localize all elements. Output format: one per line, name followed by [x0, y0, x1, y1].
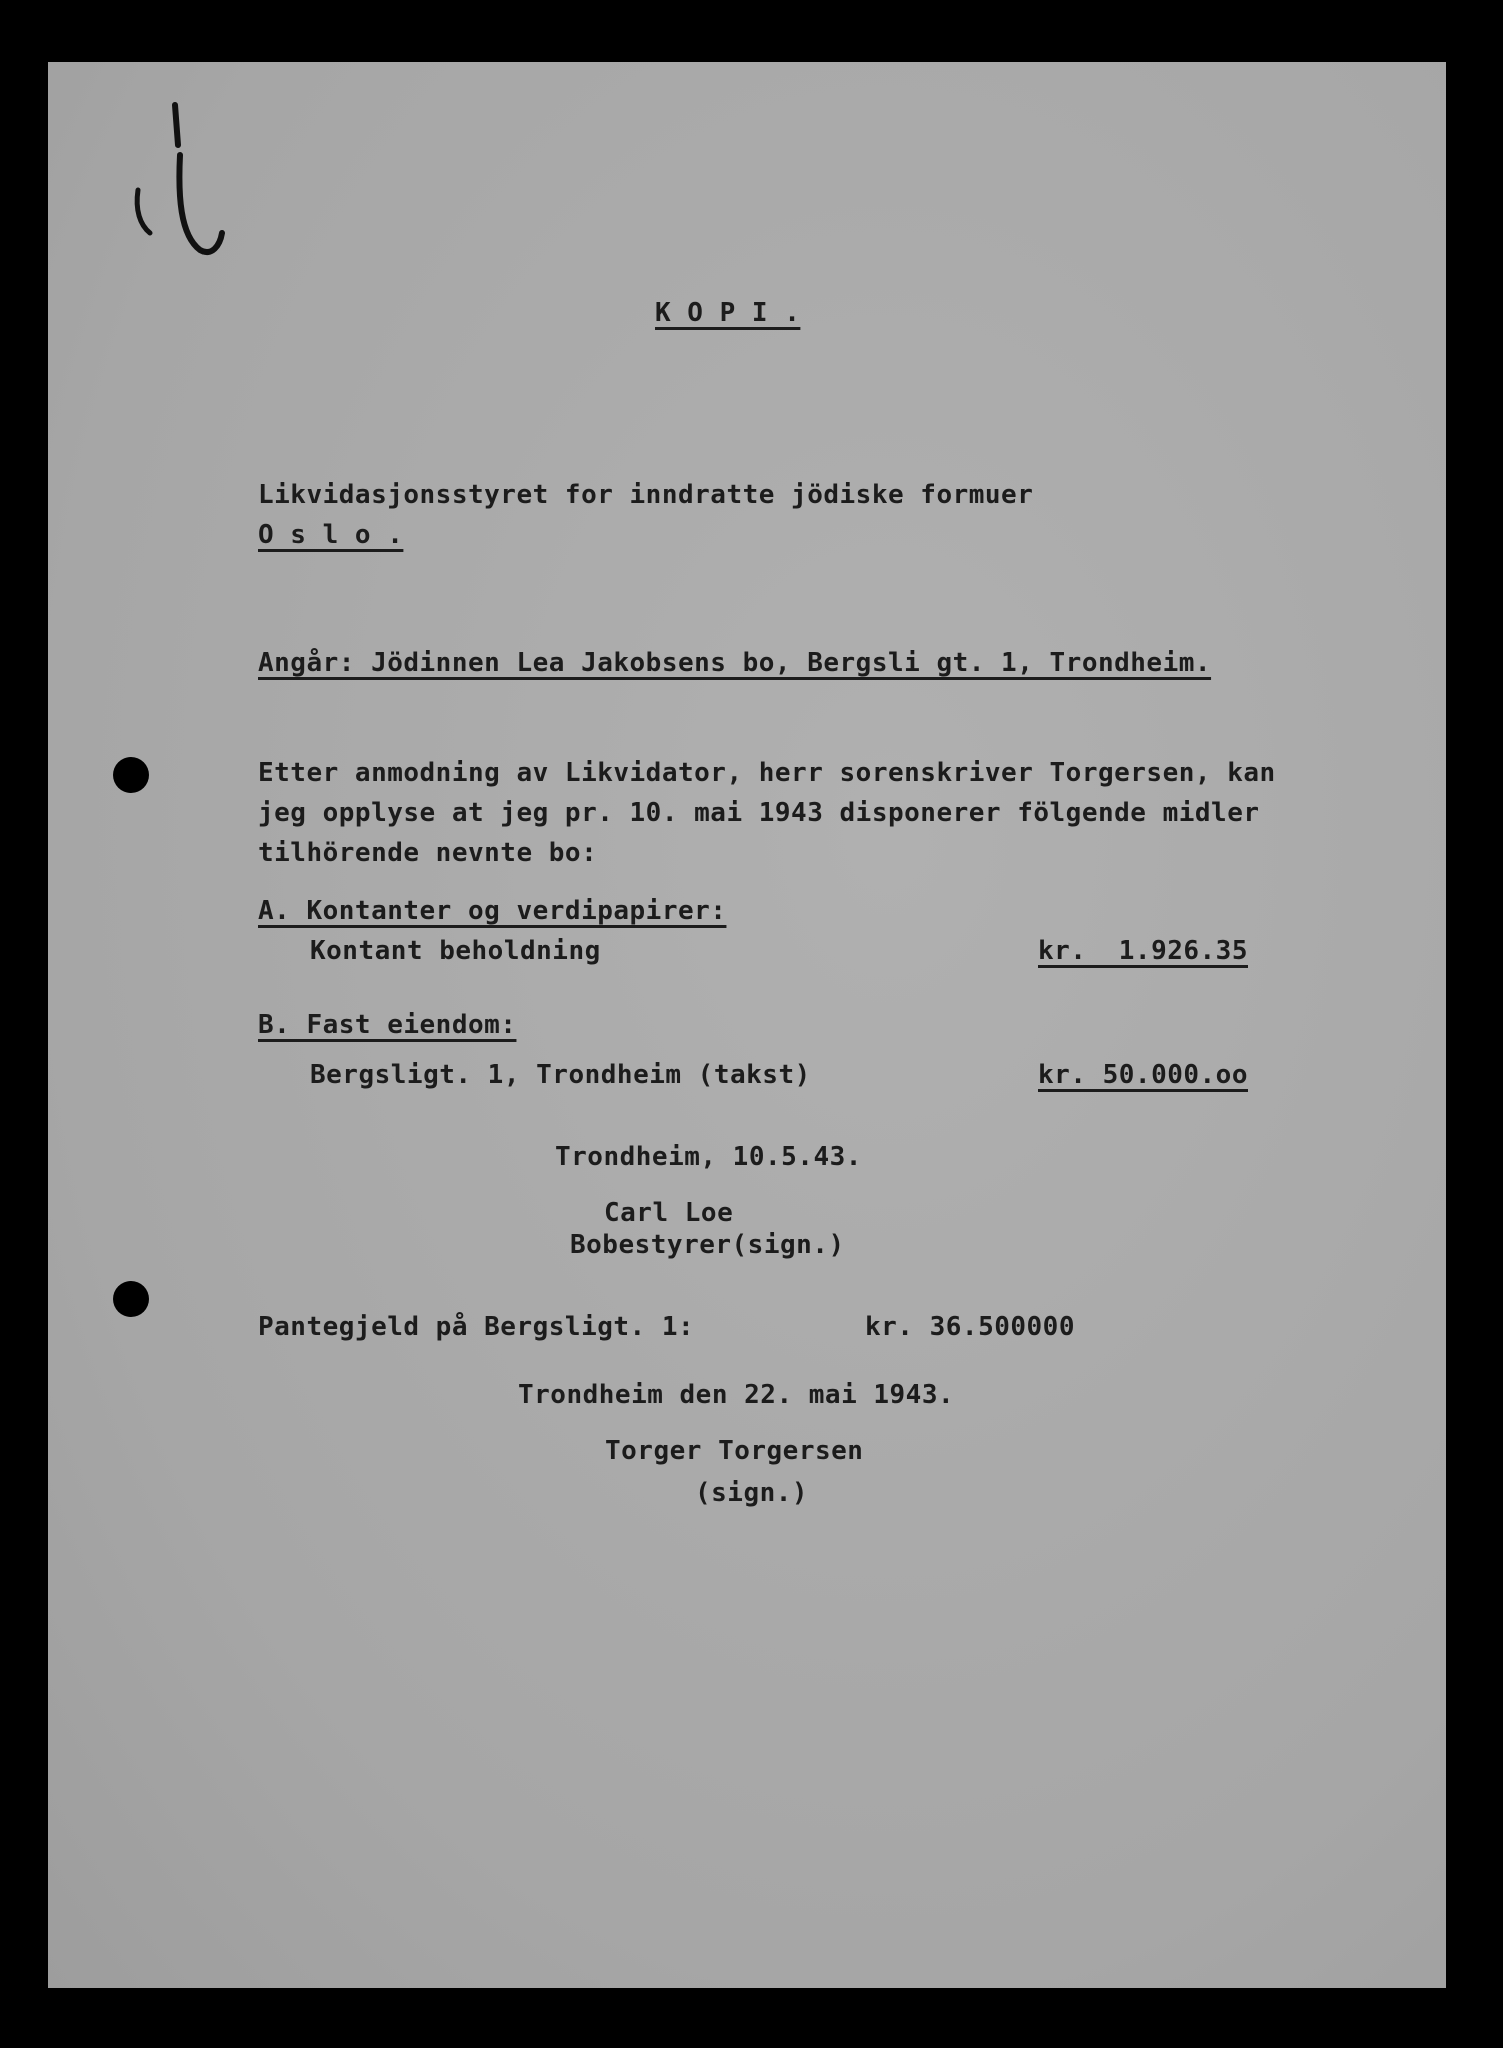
punch-hole-bottom: [113, 1281, 149, 1317]
signature2-place-date: Trondheim den 22. mai 1943.: [518, 1380, 955, 1410]
subject-line: Angår: Jödinnen Lea Jakobsens bo, Bergsli gt. 1, Trondheim.: [258, 648, 1212, 678]
document-heading: K O P I .: [655, 298, 801, 328]
section-b-item-label: Bergsligt. 1, Trondheim (takst): [310, 1060, 811, 1090]
body-line-1: Etter anmodning av Likvidator, herr sorenskriver Torgersen, kan: [258, 758, 1276, 788]
mortgage-label: Pantegjeld på Bergsligt. 1:: [258, 1312, 695, 1342]
recipient-line: Likvidasjonsstyret for inndratte jödiske formuer: [258, 480, 1034, 510]
signature1-name: Carl Loe: [604, 1198, 734, 1228]
signature2-title: (sign.): [695, 1478, 809, 1508]
section-a-item-label: Kontant beholdning: [310, 936, 601, 966]
recipient-city: O s l o .: [258, 520, 404, 550]
handwritten-mark: [120, 95, 240, 265]
signature1-place-date: Trondheim, 10.5.43.: [555, 1142, 862, 1172]
section-b-title: B. Fast eiendom:: [258, 1010, 517, 1040]
section-a-item-amount: kr. 1.926.35: [1038, 936, 1248, 966]
punch-hole-top: [113, 757, 149, 793]
signature2-name: Torger Torgersen: [605, 1436, 864, 1466]
body-line-2: jeg opplyse at jeg pr. 10. mai 1943 disponerer fölgende midler: [258, 798, 1260, 828]
body-line-3: tilhörende nevnte bo:: [258, 838, 598, 868]
section-a-title: A. Kontanter og verdipapirer:: [258, 896, 727, 926]
mortgage-amount: kr. 36.500000: [865, 1312, 1075, 1342]
section-b-item-amount: kr. 50.000.oo: [1038, 1060, 1248, 1090]
signature1-title: Bobestyrer(sign.): [570, 1230, 845, 1260]
